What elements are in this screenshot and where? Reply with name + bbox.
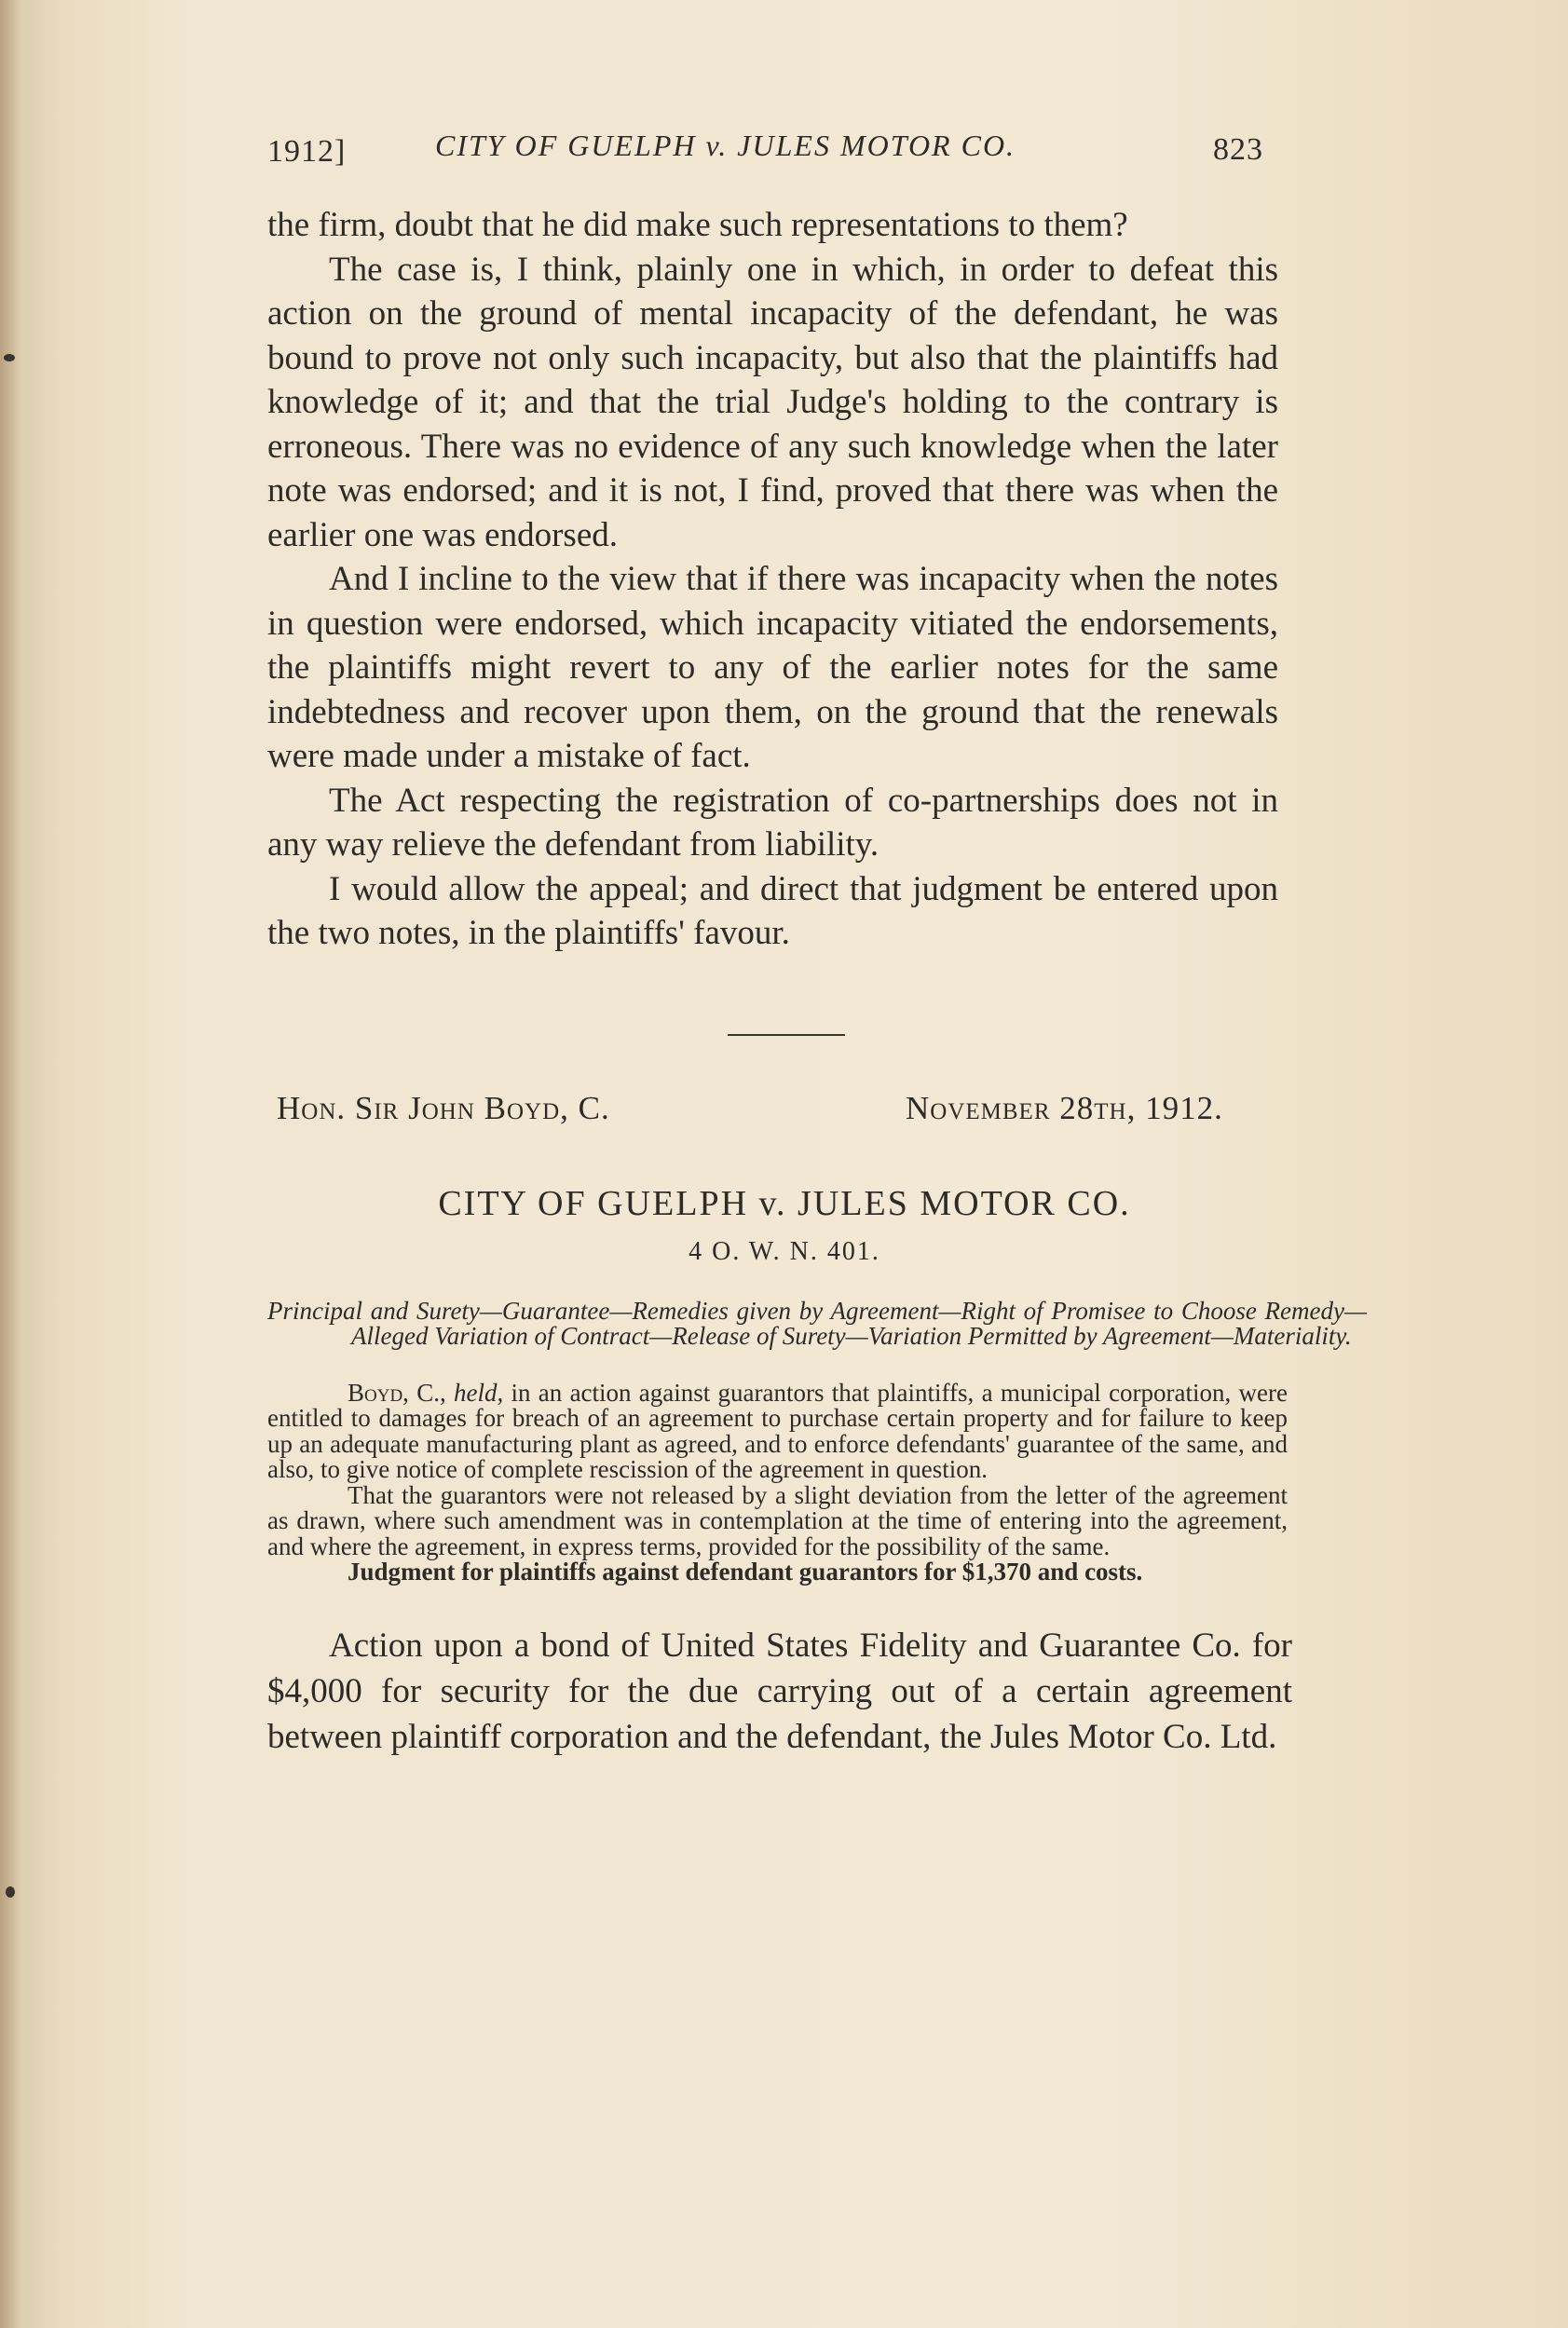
headnote-paragraph: That the guarantors were not released by a slight deviation from the letter of the agreement as drawn, where such amendment was in contemplation at the time of entering into the agreement, and where the agreement, in express terms, provided for the possibility of the same. (267, 1480, 1288, 1560)
headnote-judge: Boyd, C., (348, 1378, 446, 1407)
margin-speck (4, 354, 15, 361)
judge-name: Hon. Sir John Boyd, C. (277, 1089, 610, 1126)
decision-date: November 28th, 1912. (906, 1089, 1223, 1126)
margin-speck (6, 1886, 15, 1898)
action-paragraph: Action upon a bond of United States Fidelity and Guarantee Co. for $4,000 for security for the due carrying out of a certain agreement between plaintiff corporation and the defendant, the Jules Motor Co. Ltd. (267, 1626, 1292, 1756)
headnote-paragraph (267, 1378, 1288, 1483)
opinion-paragraph: I would allow the appeal; and direct that judgment be entered upon the two notes, in the plaintiffs' favour. (267, 869, 1278, 952)
page-edge-shadow (0, 0, 20, 2328)
case-citation: 4 O. W. N. 401. (689, 1236, 880, 1266)
section-divider (728, 1034, 845, 1036)
page-content (267, 121, 1367, 1760)
opinion-paragraph: the firm, doubt that he did make such representations to them? (267, 206, 1128, 244)
headnote-text: in an action against guarantors that plaintiffs, a municipal corporation, were entitled to damages for breach of an agreement to purchase certain property and for failure to keep up an adequate manufacturing plant as agreed, and to enforce defendants' guarantee of the same, and also, to give notice of complete rescission of the agreement in question. (267, 1378, 1288, 1483)
opinion-paragraph: The Act respecting the registration of co-partnerships does not in any way relieve the defendant from liability. (267, 781, 1278, 864)
headnote-held: held, (454, 1378, 504, 1407)
opinion-text (267, 203, 1278, 956)
opinion-paragraph: And I incline to the view that if there was incapacity when the notes in question were endorsed, which incapacity vitiated the endorsements, the plaintiffs might revert to any of the earlier notes for the same indebtedness and recover upon them, on the ground that the renewals were made under a mistake of fact. (267, 560, 1278, 775)
judge-line (267, 1090, 1311, 1146)
page-number: 823 (1213, 132, 1263, 167)
running-head-title: CITY OF GUELPH v. JULES MOTOR CO. (435, 129, 1016, 162)
headnote-body (267, 1378, 1288, 1586)
running-head-year: 1912] (267, 134, 347, 169)
opinion-paragraph: The case is, I think, plainly one in which, in order to defeat this action on the ground of mental incapacity of the defendant, he was bound to prove not only such incapacity, but also that the plaintiffs had knowledge of it; and that the trial Judge's holding to the contrary is erroneous. There was no evidence of any such knowledge when the later note was endorsed; and it is not, I find, proved that there was when the earlier one was endorsed. (267, 250, 1278, 554)
headnote-topics: Principal and Surety—Guarantee—Remedies given by Agreement—Right of Promisee to Choose Remedy—Alleged Variation of Contract—Release of Surety—Variation Permitted by Agreement—Materiality. (267, 1296, 1367, 1350)
case-title: CITY OF GUELPH v. JULES MOTOR CO. (438, 1183, 1131, 1223)
running-head (267, 121, 1311, 177)
headnote-judgment: Judgment for plaintiffs against defendant guarantors for $1,370 and costs. (348, 1558, 1143, 1586)
action-description (267, 1623, 1292, 1760)
